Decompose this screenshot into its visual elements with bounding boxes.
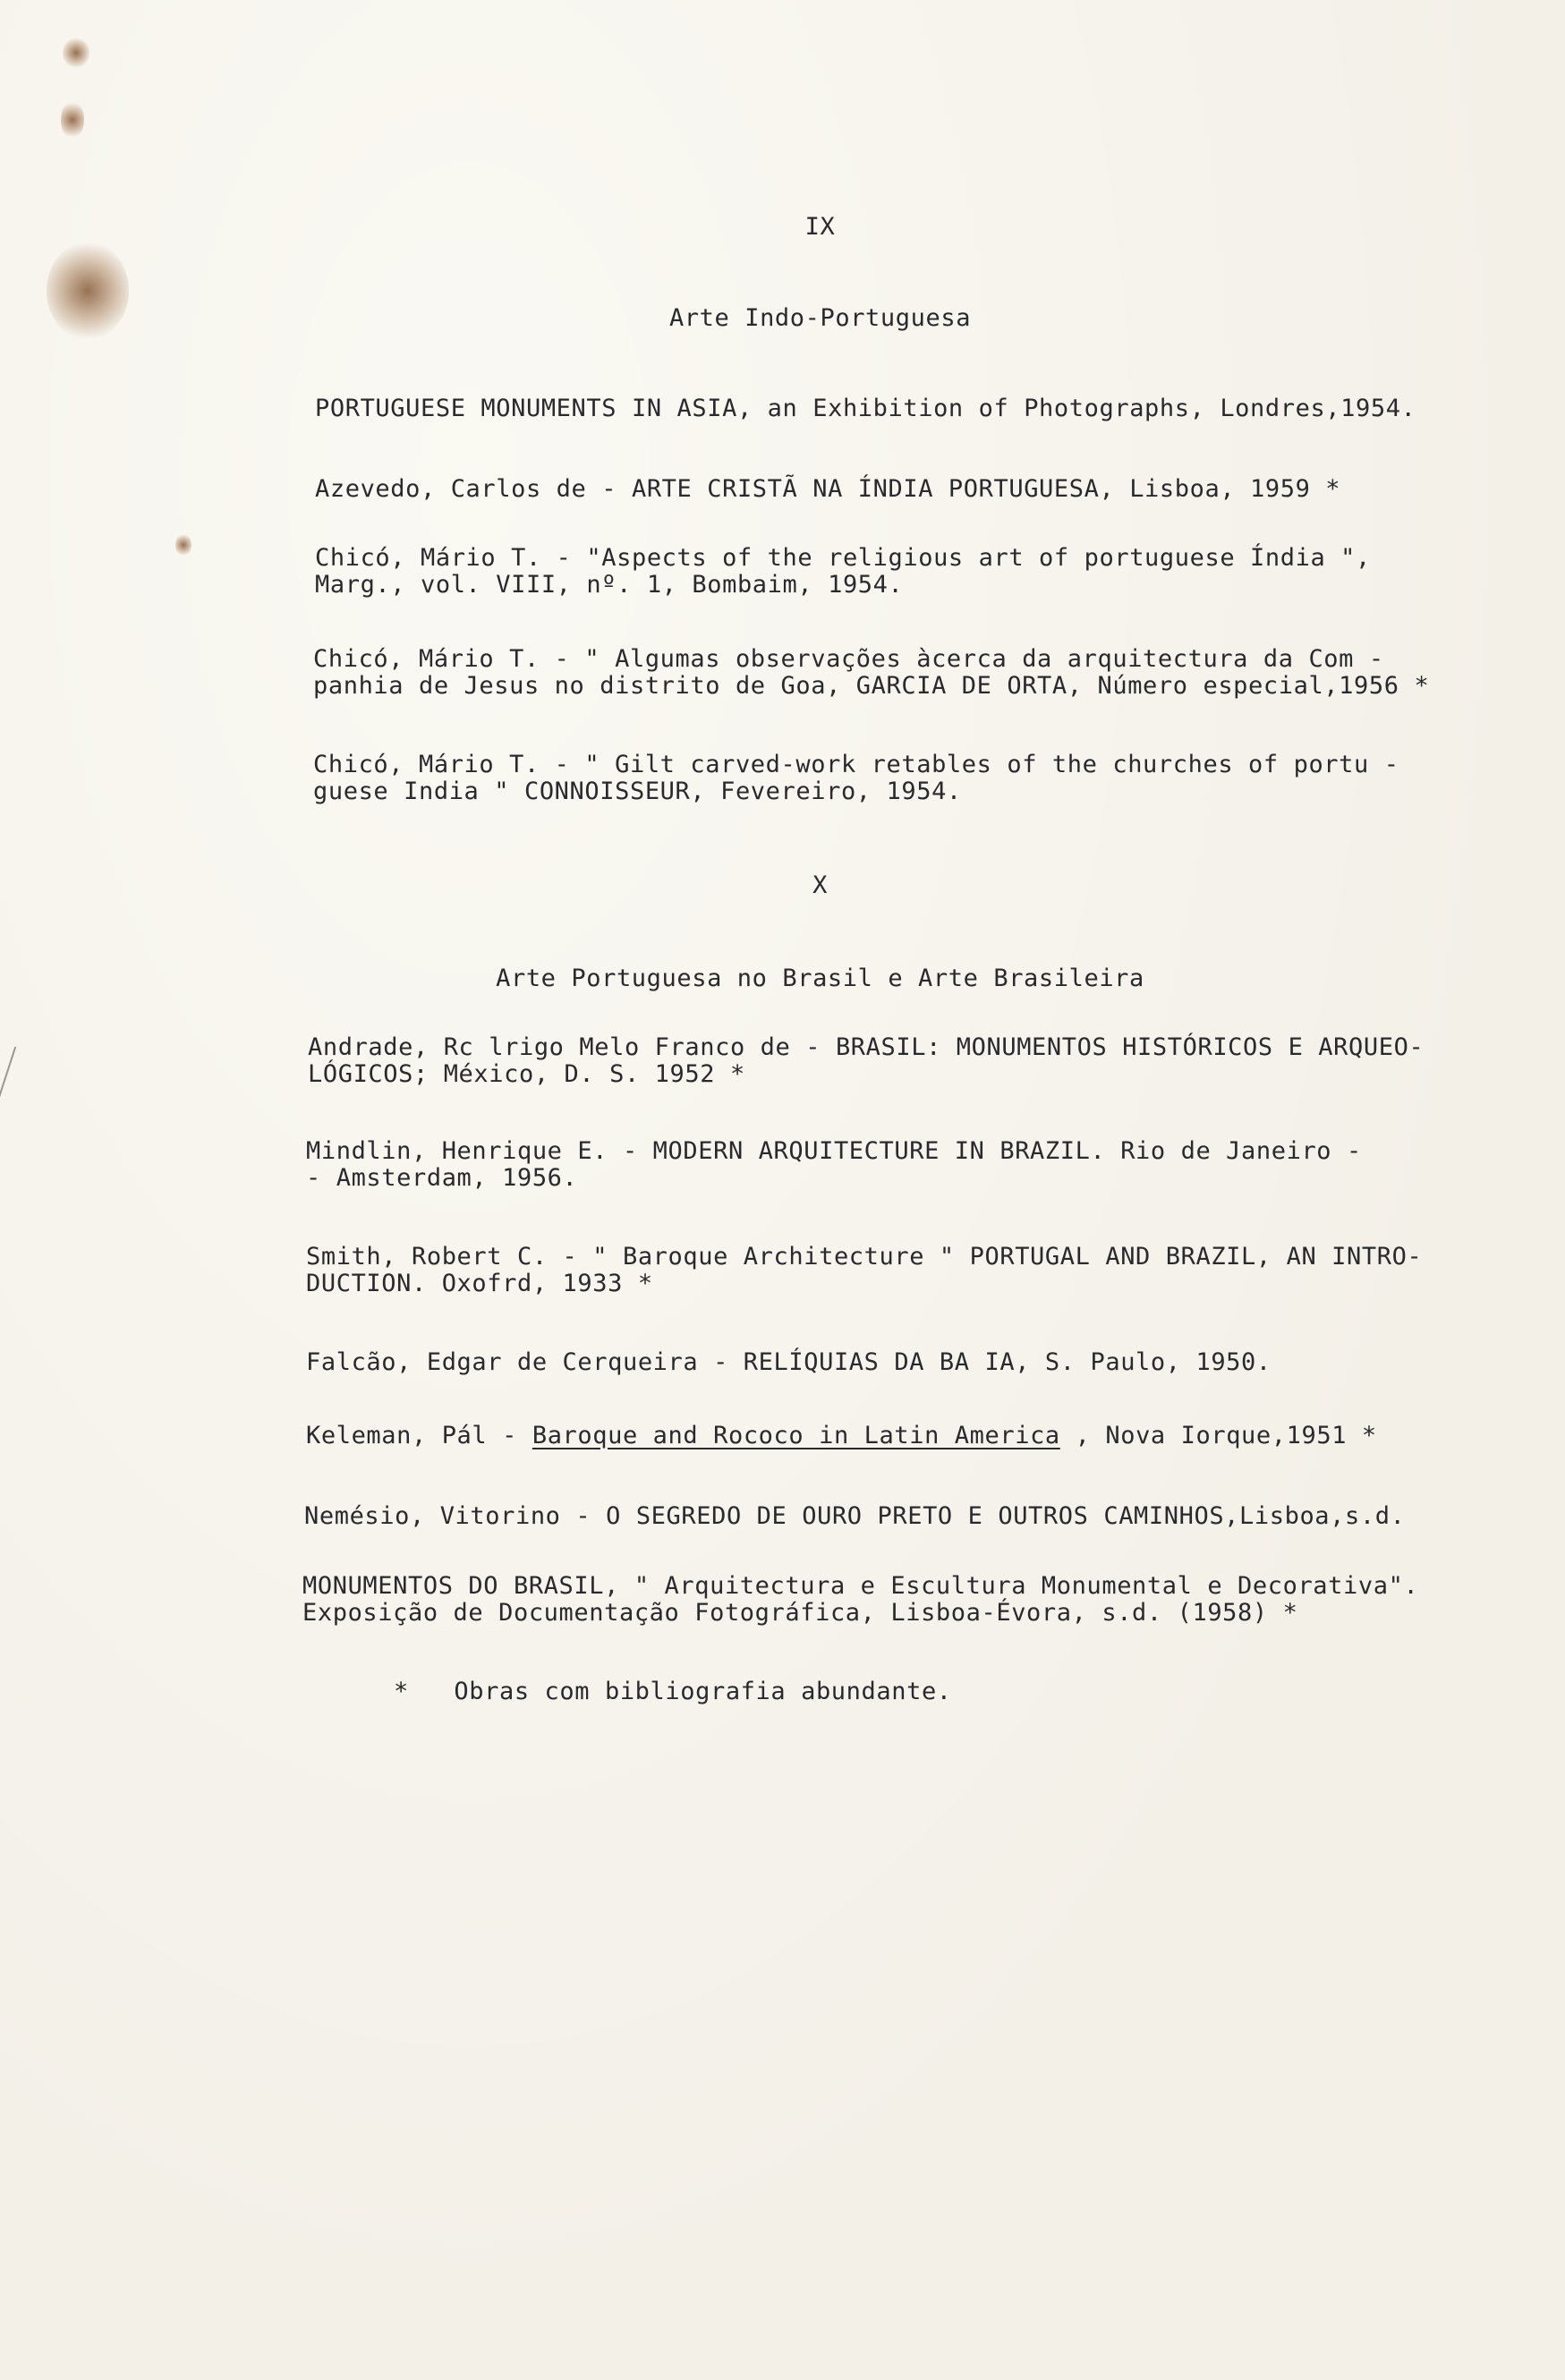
entry-line: Mindlin, Henrique E. - MODERN ARQUITECTURE IN BRAZIL. Rio de Janeiro - — [306, 1137, 1362, 1165]
footnote: * Obras com bibliografia abundante. — [394, 1678, 952, 1705]
entry-line: Falcão, Edgar de Cerqueira - RELÍQUIAS DA BA IA, S. Paulo, 1950. — [306, 1348, 1272, 1376]
entry-line: - Amsterdam, 1956. — [306, 1164, 578, 1192]
entry-line: Chicó, Mário T. - " Gilt carved-work retables of the churches of portu - — [313, 751, 1399, 778]
entry-line: Chicó, Mário T. - "Aspects of the religious art of portuguese Índia ", — [315, 544, 1371, 572]
ink-stain — [61, 100, 84, 140]
entry-line: panhia de Jesus no distrito de Goa, GARCIA DE ORTA, Número especial,1956 * — [313, 672, 1430, 700]
entry-line: DUCTION. Oxofrd, 1933 * — [306, 1270, 653, 1297]
entry-line: Azevedo, Carlos de - ARTE CRISTÃ NA ÍNDIA PORTUGUESA, Lisboa, 1959 * — [315, 475, 1341, 503]
entry-line: Marg., vol. VIII, nº. 1, Bombaim, 1954. — [315, 571, 904, 599]
entry-line: Andrade, Rc lrigo Melo Franco de - BRASIL: MONUMENTOS HISTÓRICOS E ARQUEO- — [308, 1033, 1425, 1061]
entry-line: MONUMENTOS DO BRASIL, " Arquitectura e Escultura Monumental e Decorativa". — [302, 1572, 1419, 1600]
ink-stain — [63, 38, 89, 68]
entry-line: Chicó, Mário T. - " Algumas observações àcerca da arquitectura da Com - — [313, 645, 1384, 673]
entry-line: PORTUGUESE MONUMENTS IN ASIA, an Exhibition of Photographs, Londres,1954. — [315, 395, 1416, 422]
entry-line — [306, 1423, 1377, 1449]
entry-imprint: , Nova Iorque,1951 * — [1059, 1422, 1377, 1449]
entry-line: Nemésio, Vitorino - O SEGREDO DE OURO PRETO E OUTROS CAMINHOS,Lisboa,s.d. — [304, 1502, 1406, 1530]
entry-line: guese India " CONNOISSEUR, Fevereiro, 1954. — [313, 778, 962, 805]
entry-author: Keleman, Pál - — [306, 1422, 532, 1449]
section-title: Arte Portuguesa no Brasil e Arte Brasileira — [496, 965, 1144, 992]
margin-mark — [0, 1047, 29, 1128]
section-numeral: X — [812, 871, 828, 899]
section-title: Arte Indo-Portuguesa — [668, 304, 972, 332]
section-numeral: IX — [804, 213, 836, 241]
rust-stain — [175, 533, 191, 557]
entry-line: LÓGICOS; México, D. S. 1952 * — [308, 1060, 745, 1088]
entry-line: Smith, Robert C. - " Baroque Architecture " PORTUGAL AND BRAZIL, AN INTRO- — [306, 1243, 1423, 1271]
underlined-title: Baroque and Rococo in Latin America — [532, 1422, 1060, 1449]
entry-line: Exposição de Documentação Fotográfica, Lisboa-Évora, s.d. (1958) * — [302, 1599, 1298, 1627]
